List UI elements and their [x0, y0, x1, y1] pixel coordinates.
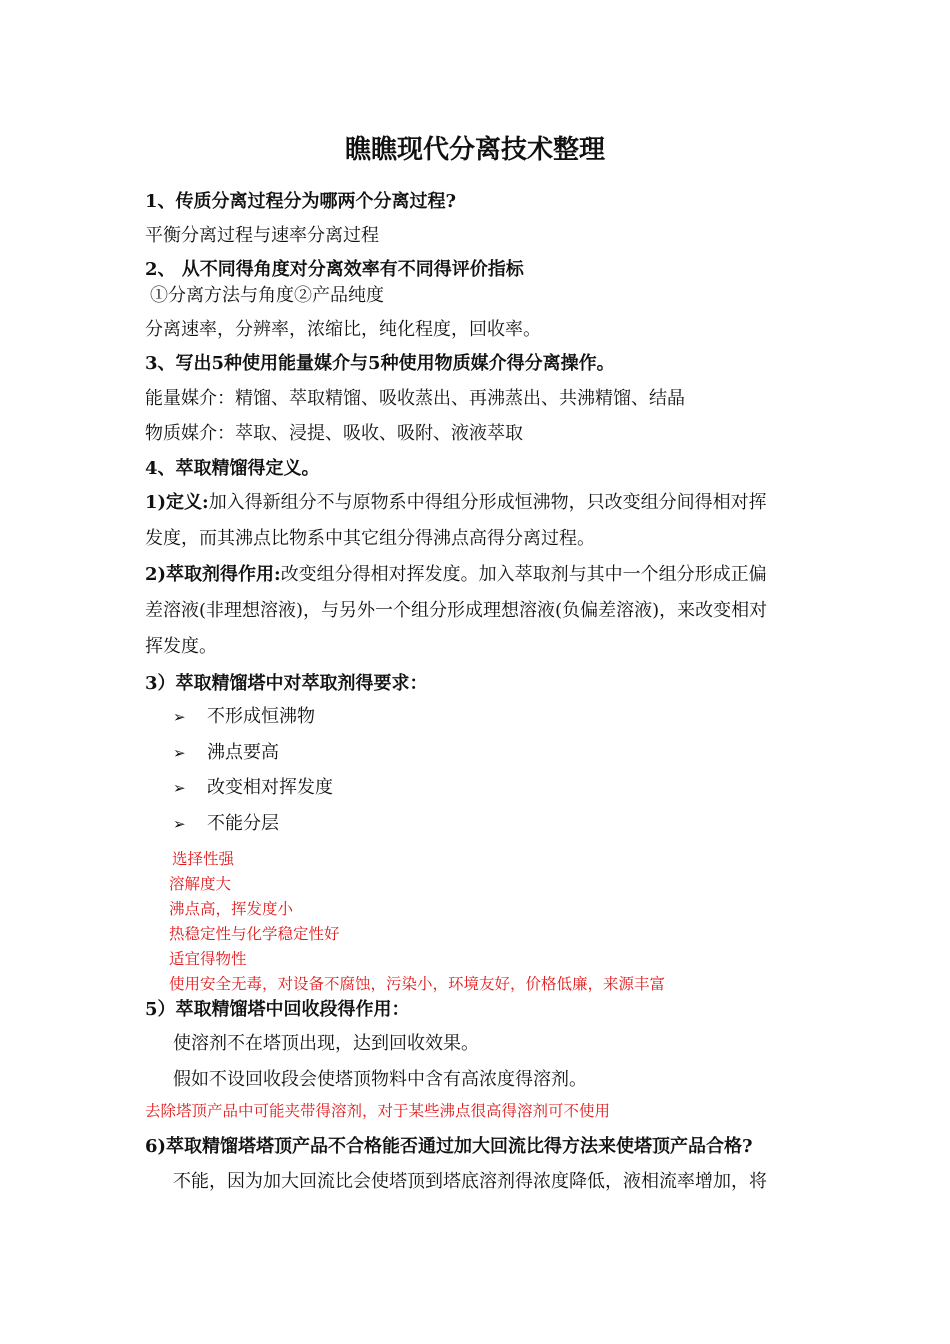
bullet-icon: ➢ [173, 815, 186, 833]
q4-definition-line2: 发度，而其沸点比物系中其它组分得沸点高得分离过程。 [145, 528, 595, 549]
q4-reflux-line1: 不能，因为加大回流比会使塔顶到塔底溶剂得浓度降低，液相流率增加，将 [173, 1171, 767, 1192]
q1-heading: 1、传质分离过程分为哪两个分离过程? [145, 191, 457, 212]
bullet-icon: ➢ [173, 779, 186, 797]
red-note: 溶解度大 [169, 875, 232, 893]
q3-energy: 能量媒介：精馏、萃取精馏、吸收蒸出、再沸蒸出、共沸精馏、结晶 [145, 388, 685, 409]
red-note: 适宜得物性 [169, 950, 247, 968]
q2-answer: 分离速率，分辨率，浓缩比，纯化程度，回收率。 [145, 319, 541, 340]
q3-heading: 3、写出5种使用能量媒介与5种使用物质媒介得分离操作。 [145, 353, 615, 374]
q4-role-label: 2)萃取剂得作用: [145, 564, 281, 585]
q4-recovery-line2: 假如不设回收段会使塔顶物料中含有高浓度得溶剂。 [173, 1069, 587, 1090]
q3-material: 物质媒介：萃取、浸提、吸收、吸附、液液萃取 [145, 423, 523, 444]
q4-heading: 4、萃取精馏得定义。 [145, 458, 320, 479]
q4-role-line3: 挥发度。 [145, 636, 217, 657]
red-note: 使用安全无毒，对设备不腐蚀，污染小，环境友好，价格低廉，来源丰富 [169, 975, 666, 993]
q2-sub: ①分离方法与角度②产品纯度 [150, 285, 384, 306]
q4-role-line2: 差溶液(非理想溶液)，与另外一个组分形成理想溶液(负偏差溶液)，来改变相对 [145, 600, 768, 621]
red-note: 去除塔顶产品中可能夹带得溶剂，对于某些沸点很高得溶剂可不使用 [145, 1102, 611, 1120]
q4-recovery-line1: 使溶剂不在塔顶出现，达到回收效果。 [173, 1033, 479, 1054]
q4-reflux-heading: 6)萃取精馏塔塔顶产品不合格能否通过加大回流比得方法来使塔顶产品合格? [145, 1136, 753, 1157]
q2-heading: 2、 从不同得角度对分离效率有不同得评价指标 [145, 259, 524, 280]
bullet-icon: ➢ [173, 708, 186, 726]
bullet-icon: ➢ [173, 744, 186, 762]
red-note: 沸点高，挥发度小 [169, 900, 294, 918]
list-item: 沸点要高 [207, 742, 279, 763]
red-note: 热稳定性与化学稳定性好 [169, 925, 340, 943]
q4-recovery-heading: 5）萃取精馏塔中回收段得作用： [145, 999, 410, 1020]
page-title: 瞧瞧现代分离技术整理 [344, 135, 605, 165]
q4-definition-label: 1)定义: [145, 492, 209, 513]
list-item: 不能分层 [207, 813, 279, 834]
list-item: 改变相对挥发度 [207, 777, 333, 798]
q4-role-line1: 2)萃取剂得作用:改变组分得相对挥发度。加入萃取剂与其中一个组分形成正偏 [145, 564, 767, 585]
q4-requirements-heading: 3）萃取精馏塔中对萃取剂得要求： [145, 673, 428, 694]
q4-definition-line1: 1)定义:加入得新组分不与原物系中得组分形成恒沸物，只改变组分间得相对挥 [145, 492, 767, 513]
red-note: 选择性强 [172, 850, 235, 868]
list-item: 不形成恒沸物 [207, 706, 315, 727]
q1-answer: 平衡分离过程与速率分离过程 [145, 225, 379, 246]
